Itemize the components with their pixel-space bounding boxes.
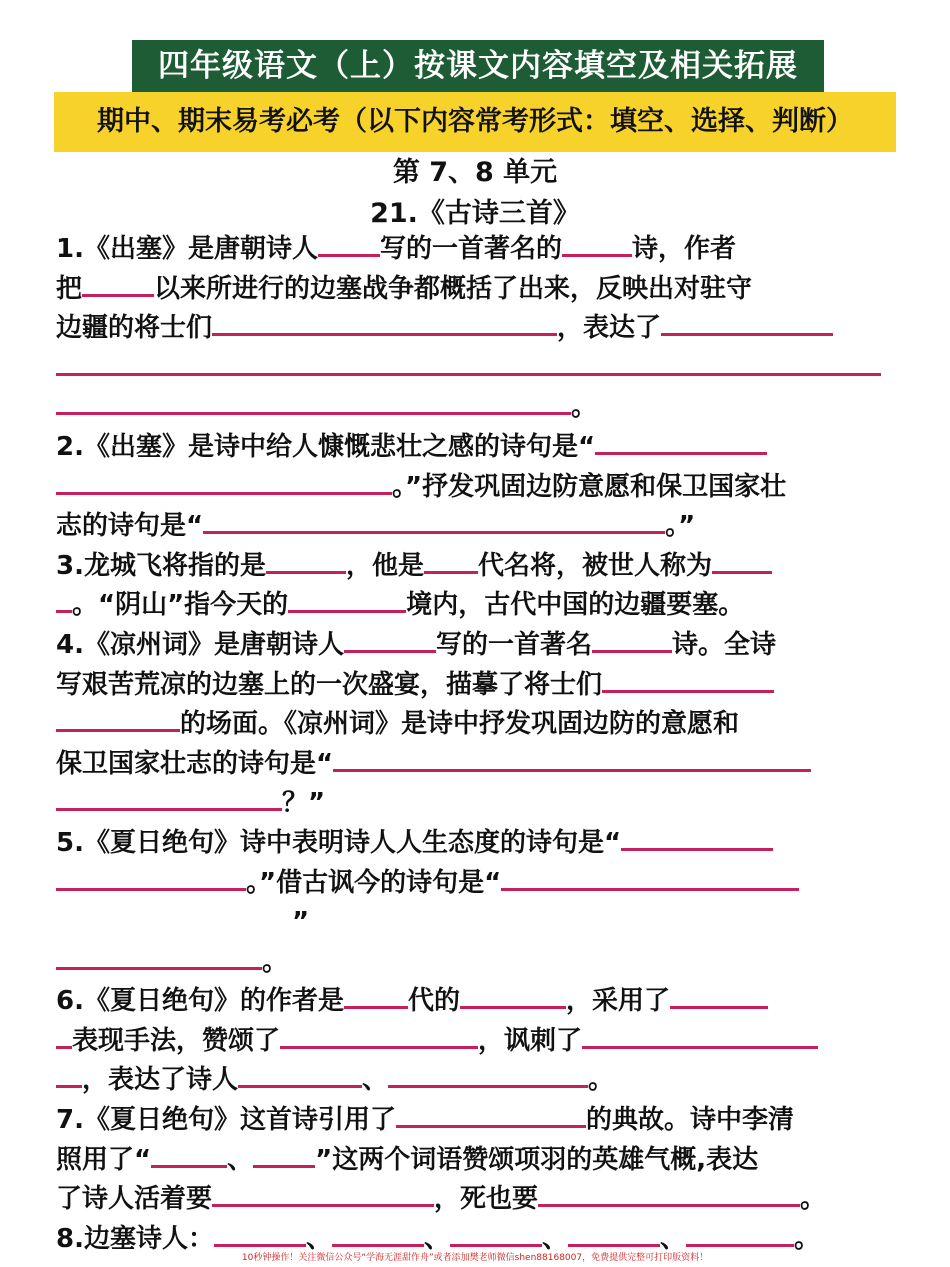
fill-blank[interactable] (460, 985, 566, 1009)
fill-blank[interactable] (332, 1223, 424, 1247)
q7-line-3 (56, 1180, 896, 1220)
q7-text: 照用了“ (56, 1144, 152, 1175)
fill-blank[interactable] (602, 669, 774, 693)
q2-line-3 (56, 507, 896, 547)
fill-blank[interactable] (151, 1144, 227, 1168)
q5-line-2 (56, 864, 896, 904)
q5-text: 5.《夏日绝句》诗中表明诗人人生态度的诗句是“ (56, 827, 622, 858)
fill-blank[interactable] (712, 550, 772, 574)
fill-blank[interactable] (253, 1144, 315, 1168)
q4-line-4 (56, 745, 896, 785)
exam-subtitle: 期中、期末易考必考（以下内容常考形式：填空、选择、判断） (54, 92, 896, 152)
q7-text: 的典故。诗中李清 (585, 1105, 794, 1136)
q3-line-2 (56, 586, 896, 626)
q3-text: 。“阴山”指今天的 (72, 590, 289, 621)
fill-blank[interactable] (592, 629, 672, 653)
q1-text: 诗，作者 (631, 234, 736, 264)
fill-blank[interactable] (212, 312, 557, 336)
q7-line-1 (56, 1101, 896, 1141)
question-list (56, 230, 896, 1259)
q4-text: 写艰苦荒凉的边塞上的一次盛宴，描摹了将士们 (56, 669, 603, 700)
q7-line-2 (56, 1141, 896, 1181)
fill-blank[interactable] (562, 233, 632, 257)
q2-text: 志的诗句是“ (56, 511, 204, 542)
fill-blank[interactable] (344, 985, 408, 1009)
q5-text: 。”借古讽今的诗句是“ (246, 867, 502, 898)
fill-blank[interactable] (318, 233, 380, 257)
fill-blank[interactable] (595, 431, 767, 455)
q6-text: 。 (588, 1065, 615, 1096)
q5-line-1 (56, 824, 896, 864)
fill-blank[interactable] (56, 352, 881, 376)
q1-text: 把 (56, 273, 83, 304)
q1-line-3 (56, 309, 896, 349)
fill-blank[interactable] (56, 867, 246, 891)
q1-text: 写的一首著名的 (379, 234, 562, 264)
fill-blank[interactable] (333, 748, 811, 772)
q2-text: 2.《出塞》是诗中给人慷慨悲壮之感的诗句是“ (56, 431, 596, 462)
fill-blank[interactable] (56, 946, 262, 970)
q8-text: 8.边塞诗人： (56, 1223, 214, 1254)
fill-blank[interactable] (56, 708, 180, 732)
fill-blank[interactable] (266, 550, 346, 574)
fill-blank[interactable] (686, 1223, 794, 1247)
q7-text: 、 (227, 1144, 254, 1175)
q3-text: 3.龙城飞将指的是 (56, 550, 266, 581)
q8-text: 、 (305, 1223, 332, 1254)
fill-blank[interactable] (568, 1223, 660, 1247)
fill-blank[interactable] (396, 1104, 586, 1128)
q4-text: 写的一首著名 (435, 629, 592, 660)
q8-text: 、 (542, 1223, 569, 1254)
q1-text: 。 (571, 392, 598, 423)
q1-line-2 (56, 270, 896, 310)
q6-text: ，采用了 (565, 986, 670, 1017)
q6-text: 代的 (407, 986, 460, 1017)
q6-line-2 (56, 1022, 896, 1062)
q1-text: 边疆的将士们 (56, 313, 213, 344)
q4-line-2 (56, 666, 896, 706)
q1-text: 1.《出塞》是唐朝诗人 (56, 234, 318, 264)
q4-text: 的场面。《凉州词》是诗中抒发巩固边防的意愿和 (180, 709, 740, 740)
fill-blank[interactable] (582, 1025, 818, 1049)
fill-blank[interactable] (214, 1223, 306, 1247)
q7-text: ，死也要 (434, 1184, 539, 1215)
fill-blank[interactable] (388, 1065, 588, 1089)
q6-text: 表现手法，赞颂了 (72, 1025, 281, 1056)
q4-text: ？” (282, 788, 326, 819)
q4-text: 4.《凉州词》是唐朝诗人 (56, 629, 344, 660)
q8-text: 。 (794, 1223, 821, 1254)
q7-text: 了诗人活着要 (56, 1184, 213, 1215)
q4-text: 保卫国家壮志的诗句是“ (56, 748, 334, 779)
q4-line-3 (56, 705, 896, 745)
q5-text: 。 (262, 946, 289, 977)
fill-blank[interactable] (280, 1025, 478, 1049)
q3-text: ，他是 (345, 550, 424, 581)
q6-text: ，表达了诗人 (82, 1065, 239, 1096)
q5-line-4 (56, 943, 896, 983)
fill-blank[interactable] (238, 1065, 362, 1089)
q7-text: ”这两个词语赞颂项羽的英雄气概,表达 (315, 1144, 759, 1175)
fill-blank[interactable] (212, 1183, 434, 1207)
q1-line-4 (56, 349, 896, 389)
worksheet-title: 四年级语文（上）按课文内容填空及相关拓展 (132, 40, 824, 92)
fill-blank[interactable] (56, 1065, 82, 1089)
q8-text: 、 (423, 1223, 450, 1254)
q2-text: 。” (665, 511, 696, 542)
fill-blank[interactable] (56, 392, 571, 416)
fill-blank[interactable] (82, 273, 154, 297)
footer-note: 10秒钟操作！关注微信公众号“学海无涯甜作舟”或者添加樊老师微信shen88168007，免费提供完整可打印版资料！ (241, 1253, 709, 1263)
fill-blank[interactable] (501, 867, 799, 891)
q6-line-1 (56, 982, 896, 1022)
fill-blank[interactable] (344, 629, 436, 653)
q3-line-1 (56, 547, 896, 587)
fill-blank[interactable] (424, 550, 478, 574)
fill-blank[interactable] (203, 510, 665, 534)
q6-text: ，讽刺了 (478, 1025, 583, 1056)
q1-text: ，表达了 (557, 313, 662, 344)
fill-blank[interactable] (661, 312, 833, 336)
q5-text: ” (292, 907, 310, 938)
q7-text: 7.《夏日绝句》这首诗引用了 (56, 1105, 396, 1136)
q1-line-1 (56, 230, 896, 270)
q6-text: 、 (362, 1065, 389, 1096)
q1-text: 以来所进行的边塞战争都概括了出来，反映出对驻守 (154, 273, 753, 304)
fill-blank[interactable] (56, 788, 282, 812)
fill-blank[interactable] (56, 1025, 72, 1049)
q5-line-3 (56, 903, 896, 943)
fill-blank[interactable] (621, 827, 773, 851)
q2-line-2 (56, 468, 896, 508)
q1-line-5 (56, 388, 896, 428)
fill-blank[interactable] (450, 1223, 542, 1247)
q2-text: 。”抒发巩固边防意愿和保卫国家壮 (392, 471, 787, 502)
q6-text: 6.《夏日绝句》的作者是 (56, 986, 344, 1017)
fill-blank[interactable] (288, 590, 406, 614)
fill-blank[interactable] (56, 471, 392, 495)
unit-heading: 第 7、8 单元 (392, 157, 558, 188)
fill-blank[interactable] (56, 590, 72, 614)
q3-text: 代名将，被世人称为 (477, 550, 712, 581)
q3-text: 境内，古代中国的边疆要塞。 (406, 590, 745, 621)
lesson-heading: 21.《古诗三首》 (370, 198, 580, 229)
q4-line-1 (56, 626, 896, 666)
q7-text: 。 (800, 1184, 827, 1215)
q6-line-3 (56, 1061, 896, 1101)
fill-blank[interactable] (538, 1183, 800, 1207)
q4-text: 诗。全诗 (671, 629, 776, 660)
fill-blank[interactable] (670, 985, 768, 1009)
q2-line-1 (56, 428, 896, 468)
q4-line-5 (56, 784, 896, 824)
q8-text: 、 (660, 1223, 687, 1254)
